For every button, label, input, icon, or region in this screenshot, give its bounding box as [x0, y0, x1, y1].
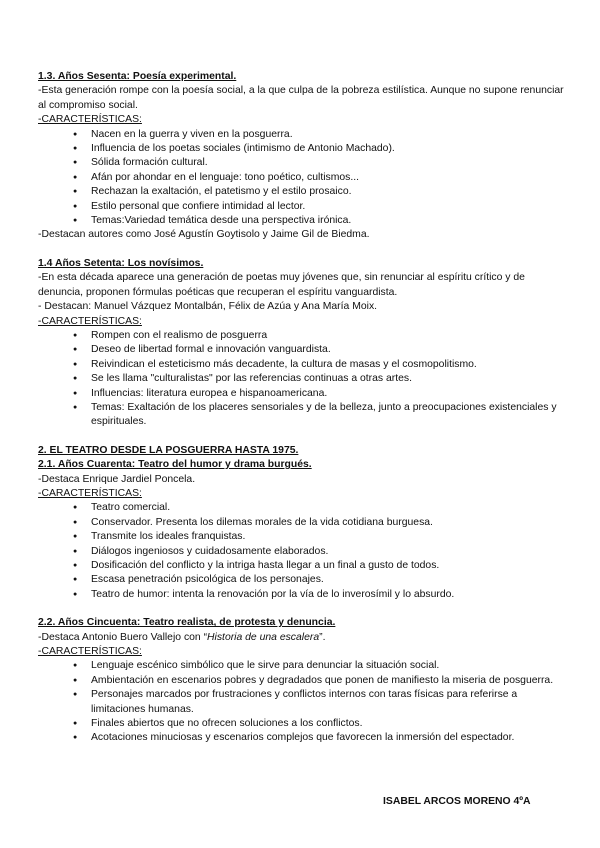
section-1-4-list [38, 329, 568, 430]
section-2-1-intro: -Destaca Enrique Jardiel Poncela. [38, 473, 196, 485]
list-item: ● Dosificación del conflicto y la intriga hasta llegar a un final a gusto de todos. [91, 559, 568, 573]
list-item: ● Ambientación en escenarios pobres y degradados que ponen de manifiesto la miseria de posguerra. [91, 674, 568, 688]
list-item: ● Lenguaje escénico simbólico que le sirve para denunciar la situación social. [91, 659, 568, 673]
list-item: ● Teatro comercial. [91, 501, 568, 515]
list-item: ● Afán por ahondar en el lenguaje: tono poético, cultismos... [91, 171, 568, 185]
section-2-1-list [38, 501, 568, 602]
section-1-4-intro: -En esta década aparece una generación de poetas muy jóvenes que, sin renunciar al espíritu crítico y de denuncia, proponen fórmulas poéticas que recuperan el espíritu vanguardista. [38, 272, 525, 298]
section-1-3-char-label: -CARACTERÍSTICAS: [38, 114, 142, 126]
list-item: ● Estilo personal que confiere intimidad al lector. [91, 200, 568, 214]
list-item: ● Influencia de los poetas sociales (intimismo de Antonio Machado). [91, 142, 568, 156]
list-item: ● Temas:Variedad temática desde una perspectiva irónica. [91, 214, 568, 228]
work-title: Historia de una escalera [207, 631, 320, 643]
list-item: ● Rompen con el realismo de posguerra [91, 329, 568, 343]
section-1-4-title: 1.4 Años Setenta: Los novísimos. [38, 257, 204, 269]
list-item: ● Acotaciones minuciosas y escenarios complejos que favorecen la inmersión del espectador. [91, 731, 568, 745]
list-item: ● Finales abiertos que no ofrecen soluciones a los conflictos. [91, 717, 568, 731]
list-item: ● Deseo de libertad formal e innovación vanguardista. [91, 343, 568, 357]
list-item: ● Nacen en la guerra y viven en la posguerra. [91, 128, 568, 142]
document-page [38, 70, 568, 760]
section-1-3-title: 1.3. Años Sesenta: Poesía experimental. [38, 71, 237, 82]
section-2-2 [38, 616, 568, 746]
section-2-2-list [38, 659, 568, 745]
list-item: ● Teatro de humor: intenta la renovación por la vía de lo inverosímil y lo absurdo. [91, 588, 568, 602]
list-item: ● Influencias: literatura europea e hispanoamericana. [91, 387, 568, 401]
list-item: ● Rechazan la exaltación, el patetismo y el estilo prosaico. [91, 185, 568, 199]
list-item: ● Transmite los ideales franquistas. [91, 530, 568, 544]
section-1-4-authors: - Destacan: Manuel Vázquez Montalbán, Félix de Azúa y Ana María Moix. [38, 301, 378, 313]
section-1-4 [38, 257, 568, 430]
section-1-3-list [38, 128, 568, 229]
list-item: ● Personajes marcados por frustraciones y conflictos internos con taras físicas para referirse a limitaciones humanas. [91, 688, 568, 717]
section-2-2-intro [38, 631, 568, 645]
section-2-title: 2. EL TEATRO DESDE LA POSGUERRA HASTA 1975. [38, 444, 299, 456]
section-1-3 [38, 70, 568, 243]
section-1-4-char-label: -CARACTERÍSTICAS: [38, 315, 142, 327]
section-1-3-closing: -Destacan autores como José Agustín Goytisolo y Jaime Gil de Biedma. [38, 229, 370, 241]
list-item: ● Diálogos ingeniosos y cuidadosamente elaborados. [91, 545, 568, 559]
list-item: ● Se les llama "culturalistas" por las referencias continuas a otras artes. [91, 372, 568, 386]
list-item: ● Conservador. Presenta los dilemas morales de la vida cotidiana burguesa. [91, 516, 568, 530]
section-2-2-char-label: -CARACTERÍSTICAS: [38, 646, 142, 658]
section-2 [38, 444, 568, 602]
author-footer: ISABEL ARCOS MORENO 4ºA [383, 796, 531, 807]
list-item: ● Reivindican el esteticismo más decadente, la cultura de masas y el cosmopolitismo. [91, 358, 568, 372]
section-2-1-title: 2.1. Años Cuarenta: Teatro del humor y drama burgués. [38, 459, 312, 471]
section-1-3-intro: -Esta generación rompe con la poesía social, a la que culpa de la pobreza estilística. Aunque no supone renunciar al compromiso social. [38, 85, 564, 111]
list-item: ● Sólida formación cultural. [91, 156, 568, 170]
section-2-1-char-label: -CARACTERÍSTICAS: [38, 487, 142, 499]
list-item: ● Temas: Exaltación de los placeres sensoriales y de la belleza, junto a preocupaciones existenciales y espirituales. [91, 401, 568, 430]
section-2-2-title: 2.2. Años Cincuenta: Teatro realista, de protesta y denuncia. [38, 617, 336, 629]
intro-suffix: ”. [319, 631, 326, 643]
intro-prefix: -Destaca Antonio Buero Vallejo con “ [38, 631, 208, 643]
list-item: ● Escasa penetración psicológica de los personajes. [91, 573, 568, 587]
